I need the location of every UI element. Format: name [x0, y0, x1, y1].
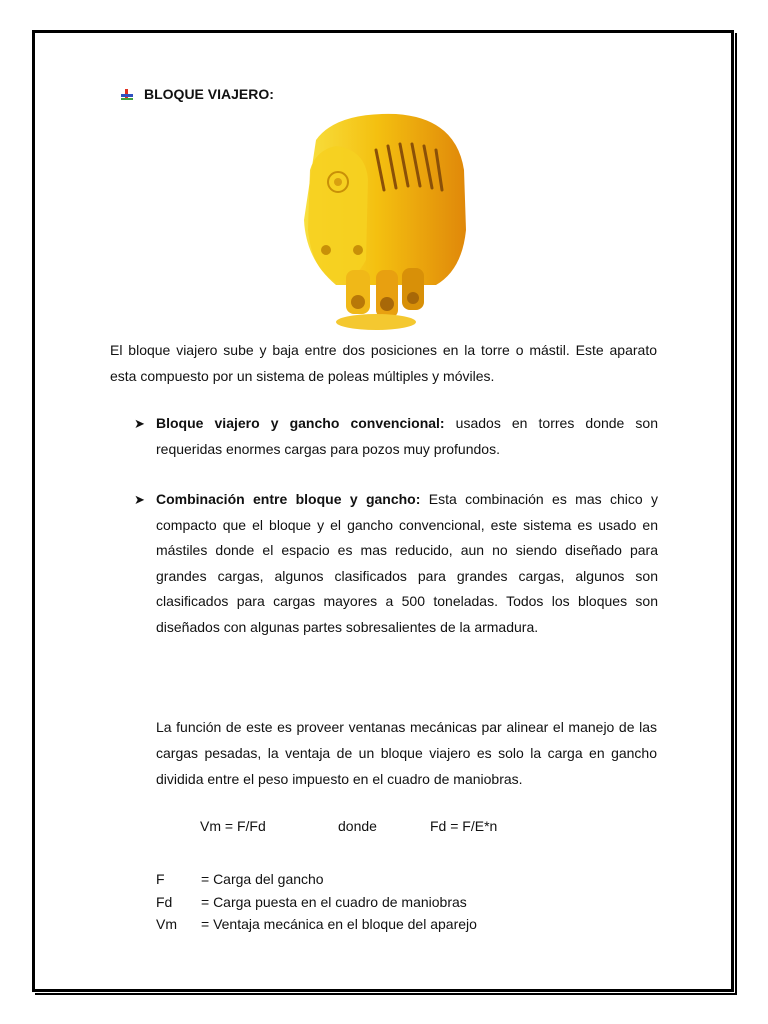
bullet-icon	[120, 88, 134, 100]
variable-legend	[156, 868, 477, 936]
legend-row	[156, 868, 477, 891]
legend-symbol: F	[156, 871, 165, 887]
legend-description: = Ventaja mecánica en el bloque del aparejo	[201, 916, 477, 932]
legend-row	[156, 913, 477, 936]
legend-symbol: Vm	[156, 916, 177, 932]
section-heading	[120, 86, 274, 102]
list-item	[134, 411, 658, 462]
item-bold-label: Combinación entre bloque y gancho:	[156, 491, 421, 507]
function-paragraph: La función de este es proveer ventanas mecánicas par alinear el manejo de las cargas pesadas, la ventaja de un bloque viajero es solo la carga en gancho dividida entre el peso impuesto en el cuadro de maniobras.	[156, 719, 657, 787]
arrow-bullet-icon: ➤	[134, 492, 145, 507]
legend-row	[156, 891, 477, 914]
legend-description: = Carga del gancho	[201, 871, 324, 887]
legend-symbol: Fd	[156, 893, 173, 910]
item-text: usados en torres donde son requeridas enormes cargas para pozos muy profundos.	[156, 415, 658, 457]
list-item	[134, 487, 658, 640]
formula-fd: Fd = F/E*n	[430, 818, 498, 834]
intro-paragraph: El bloque viajero sube y baja entre dos posiciones en la torre o mástil. Este aparato esta compuesto por un sistema de poleas múltiples y móviles.	[110, 342, 657, 384]
traveling-block-image	[296, 110, 472, 332]
formula-vm: Vm = F/Fd	[200, 818, 266, 834]
formula-where: donde	[338, 818, 377, 834]
item-bold-label: Bloque viajero y gancho convencional:	[156, 415, 445, 431]
item-text: Esta combinación es mas chico y compacto que el bloque y el gancho convencional, este sistema es usado en mástiles donde el espacio es mas reducido, aun no siendo diseñado para grandes cargas, algunos clasificados para grandes cargas, algunos son clasificados para cargas mayores a 500 toneladas. Todos los bloques son diseñados con algunas partes sobresalientes de la armadura.	[156, 491, 659, 635]
heading-title: BLOQUE VIAJERO:	[144, 86, 274, 102]
legend-description: = Carga puesta en el cuadro de maniobras	[201, 893, 467, 910]
arrow-bullet-icon: ➤	[134, 416, 145, 431]
